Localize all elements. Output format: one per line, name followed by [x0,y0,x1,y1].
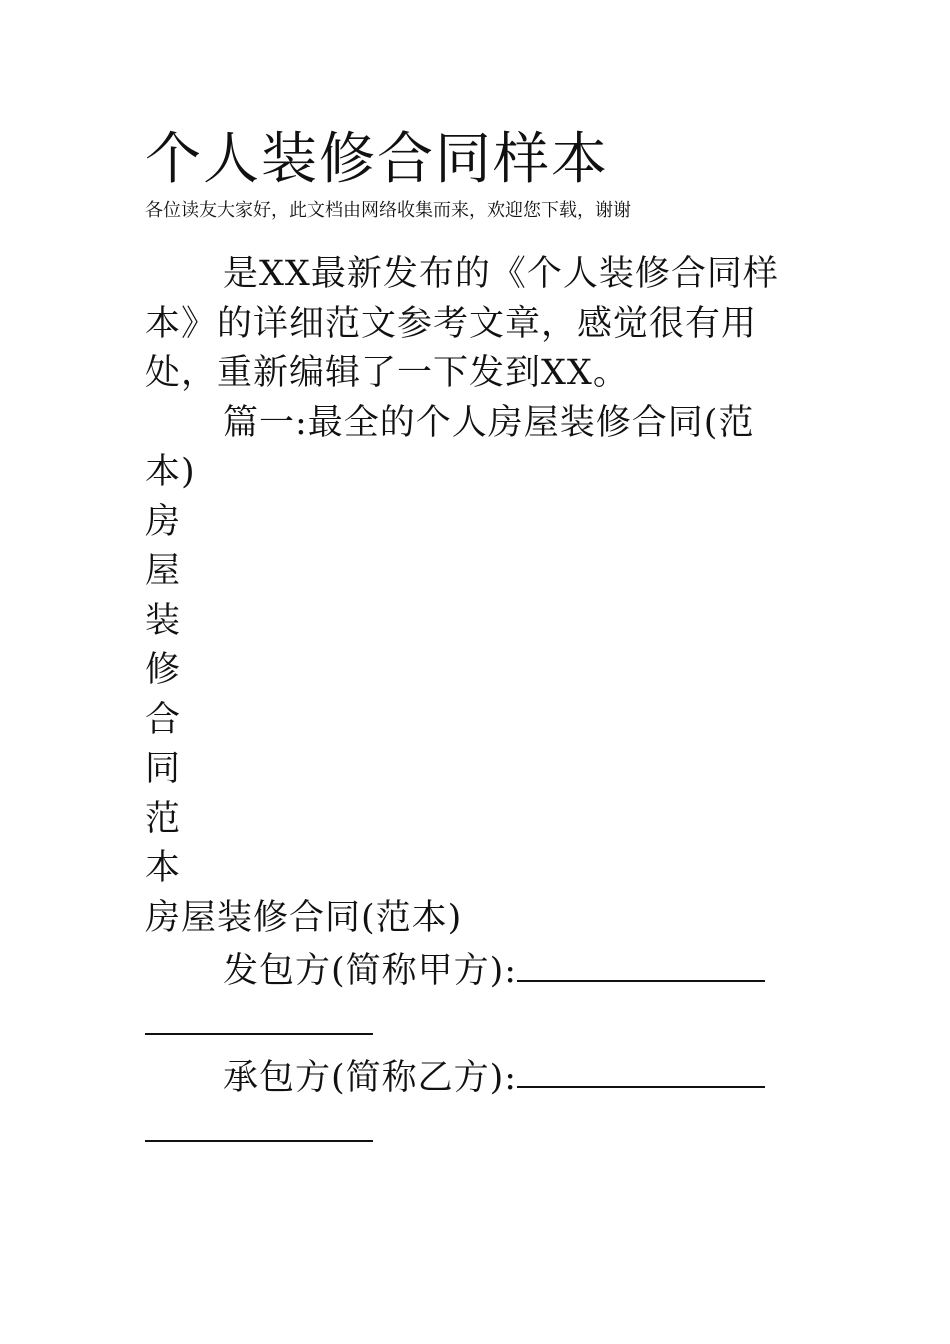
party-b-blank [517,1050,765,1089]
vertical-title-char: 屋 [145,551,182,591]
party-b-line [145,1050,805,1103]
vertical-title-char: 范 [145,798,182,839]
vertical-title [145,498,805,894]
vertical-title-char: 房 [145,501,182,542]
document-subtitle: 各位读友大家好，此文档由网络收集而来，欢迎您下载，谢谢 [145,200,631,221]
vertical-title-char: 修 [145,650,182,690]
chapter-heading: 篇一:最全的个人房屋装修合同(范本) [145,402,755,492]
contract-title: 房屋装修合同(范本) [145,897,463,938]
party-a-blank-2 [145,996,373,1035]
vertical-title-char: 本 [145,848,182,888]
vertical-title-char: 装 [145,600,182,641]
party-b-blank-2 [145,1103,373,1142]
document-title: 个人装修合同样本 [145,127,609,192]
party-b-blank-continued [145,1103,805,1156]
party-a-blank [517,943,765,982]
party-a-line [145,943,805,996]
party-a-blank-continued [145,996,805,1049]
party-a-label: 发包方(简称甲方): [223,950,518,991]
party-b-label: 承包方(简称乙方): [223,1057,518,1098]
vertical-title-char: 合 [145,699,182,740]
vertical-title-char: 同 [145,749,182,789]
document-body [145,250,805,1156]
intro-paragraph: 是XX最新发布的《个人装修合同样本》的详细范文参考文章，感觉很有用处，重新编辑了一下发到XX。 [145,254,779,393]
